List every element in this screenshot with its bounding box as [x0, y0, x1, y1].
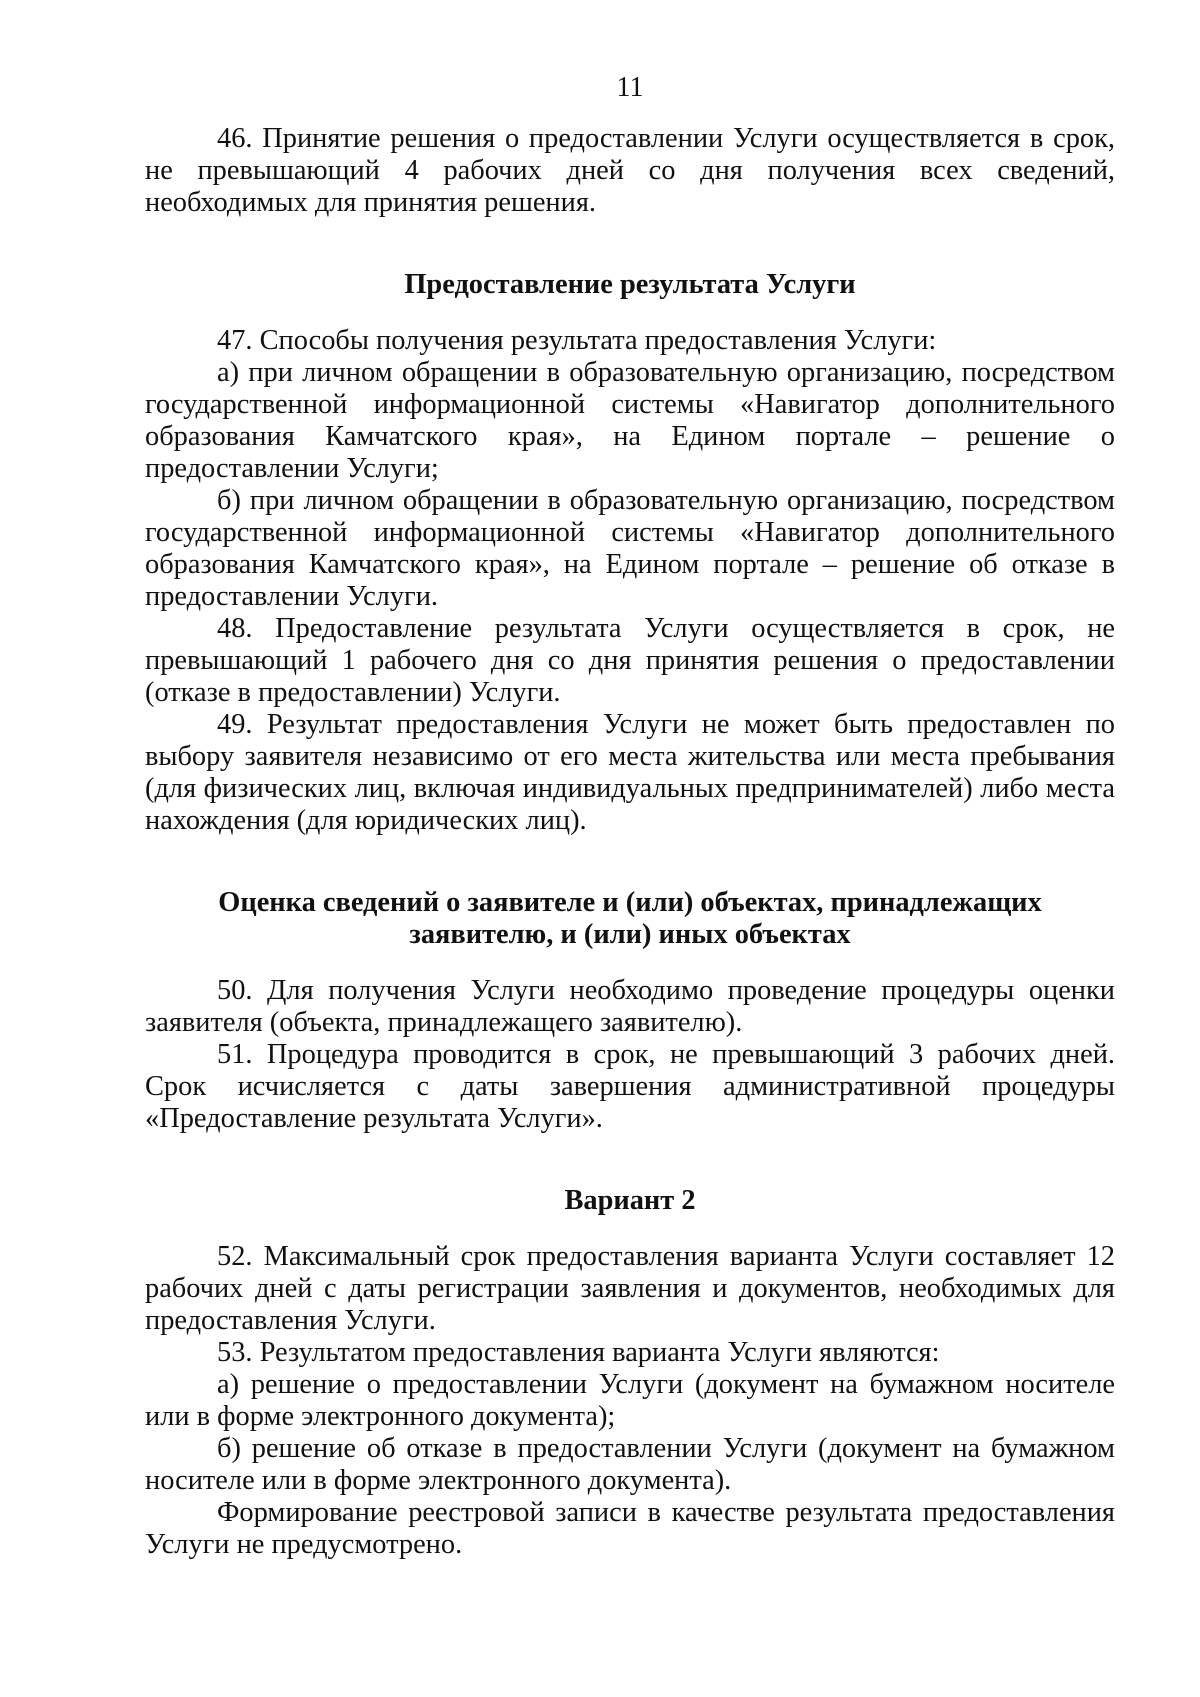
paragraph-47: 47. Способы получения результата предоставления Услуги:: [217, 325, 937, 356]
paragraph-53-a: а) решение о предоставлении Услуги (документ на бумажном носителе или в форме электронного документа);: [145, 1369, 1115, 1432]
paragraph-46: 46. Принятие решения о предоставлении Услуги осуществляется в срок, не превышающий 4 рабочих дней со дня получения всех сведений, необходимых для принятия решения.: [145, 123, 1115, 218]
paragraph-50: 50. Для получения Услуги необходимо проведение процедуры оценки заявителя (объекта, принадлежащего заявителю).: [145, 975, 1115, 1038]
paragraph-47-b: б) при личном обращении в образовательную организацию, посредством государственной информационной системы «Навигатор дополнительного образования Камчатского края», на Едином портале – решение об отказе в предоставлении Услуги.: [145, 485, 1115, 612]
document-body: [145, 123, 1115, 1561]
paragraph-51: 51. Процедура проводится в срок, не превышающий 3 рабочих дней. Срок исчисляется с даты завершения административной процедуры «Предоставление результата Услуги».: [145, 1039, 1115, 1134]
paragraph-registry-note: Формирование реестровой записи в качестве результата предоставления Услуги не предусмотрено.: [145, 1497, 1115, 1560]
section-heading-assessment: Оценка сведений о заявителе и (или) объектах, принадлежащих заявителю, и (или) иных объектах: [218, 887, 1042, 950]
paragraph-48: 48. Предоставление результата Услуги осуществляется в срок, не превышающий 1 рабочего дня со дня принятия решения о предоставлении (отказе в предоставлении) Услуги.: [145, 613, 1115, 708]
paragraph-52: 52. Максимальный срок предоставления варианта Услуги составляет 12 рабочих дней с даты регистрации заявления и документов, необходимых для предоставления Услуги.: [145, 1241, 1115, 1336]
paragraph-53-b: б) решение об отказе в предоставлении Услуги (документ на бумажном носителе или в форме электронного документа).: [145, 1433, 1115, 1496]
document-page: [145, 0, 1115, 1697]
section-heading-result: Предоставление результата Услуги: [404, 269, 856, 300]
paragraph-47-a: а) при личном обращении в образовательную организацию, посредством государственной информационной системы «Навигатор дополнительного образования Камчатского края», на Едином портале – решение о предоставлении Услуги;: [145, 357, 1115, 484]
section-heading-variant-2: Вариант 2: [564, 1185, 696, 1216]
paragraph-53: 53. Результатом предоставления варианта Услуги являются:: [217, 1337, 940, 1368]
page-number: 11: [616, 72, 644, 103]
paragraph-49: 49. Результат предоставления Услуги не может быть предоставлен по выбору заявителя независимо от его места жительства или места пребывания (для физических лиц, включая индивидуальных предпринимателей) либо места нахождения (для юридических лиц).: [145, 709, 1115, 836]
